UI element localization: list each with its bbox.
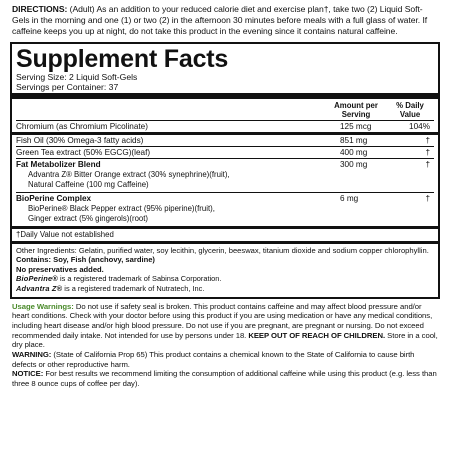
keep-out-of-reach: KEEP OUT OF REACH OF CHILDREN. (248, 330, 386, 340)
daily-value-header: % Daily Value (396, 100, 424, 119)
ingredient-amount: 851 mg (340, 135, 368, 145)
blend-sub-ingredient: Advantra Z® Bitter Orange extract (30% synephrine)(fruit), (28, 169, 230, 179)
blend-dv: † (425, 193, 430, 203)
usage-warnings (12, 302, 438, 389)
notice-text: For best results we recommend limiting the consumption of additional caffeine while using this product (e.g. less than three 8 ounce cups of coffee per day). (12, 369, 437, 388)
trademark-advantra (16, 284, 434, 294)
serving-size: Serving Size: 2 Liquid Soft-Gels (16, 71, 138, 82)
facts-row-fish-oil (16, 135, 434, 146)
bioperine-brand: BioPerine® (16, 274, 58, 284)
blend-amount: 6 mg (340, 193, 359, 203)
facts-row-chromium (16, 120, 434, 132)
trademark-text: is a registered trademark of Nutratech, Inc. (62, 283, 205, 293)
prop65-text: (State of California Prop 65) This product contains a chemical known to the State of California to cause birth defects or other reproductive harm. (12, 349, 415, 369)
supplement-facts-title: Supplement Facts (16, 44, 229, 73)
usage-warnings-text: Do not use if safety seal is broken. This product contains caffeine and may affect blood pressure and/or heart conditions. Check with your doctor before using this product if you are using medication or have any medical conditions, including heart disease and/or high blood pressure. Do not use if you are pregnant, are pregnant or nursing. Do not exceed recommended daily intake. Not intended for use by persons under 18. (12, 301, 433, 340)
directions-text (12, 4, 438, 38)
blend-amount: 300 mg (340, 159, 368, 169)
ingredient-dv: 104% (409, 121, 430, 131)
ingredient-name: Fish Oil (30% Omega-3 fatty acids) (16, 135, 144, 145)
advantra-brand: Advantra Z® (16, 283, 63, 293)
other-ingredients-text: Other Ingredients: Gelatin, purified water, soy lecithin, glycerin, beeswax, titanium dioxide and sodium copper chlorophyllin. (16, 245, 429, 255)
directions-body: (Adult) As an addition to your reduced calorie diet and exercise plan†, take two (2) Liquid Soft-Gels in the morning and one (1) or two (2) in the afternoon 30 minutes before meals with a full glass of water. If caffeine keeps you up at night, do not take this product in the evening since it contains natural caffeine. (12, 4, 428, 37)
trademark-text: is a registered trademark of Sabinsa Corporation. (57, 274, 222, 284)
ingredient-dv: † (425, 135, 430, 145)
ingredient-dv: † (425, 147, 430, 157)
no-preservatives: No preservatives added. (16, 264, 104, 274)
trademark-bioperine (16, 274, 434, 284)
amount-per-serving-header: Amount per Serving (334, 100, 378, 119)
blend-name: Fat Metabolizer Blend (16, 159, 101, 169)
servings-per-container: Servings per Container: 37 (16, 81, 119, 92)
blend-sub-ingredient: BioPerine® Black Pepper extract (95% piperine)(fruit), (28, 203, 215, 213)
ingredient-name: Green Tea extract (50% EGCG)(leaf) (16, 147, 151, 157)
blend-sub-ingredient: Ginger extract (5% gingerols)(root) (28, 214, 149, 224)
storage-text: Store in a cool, dry place. (12, 330, 438, 350)
usage-warnings-label: Usage Warnings: (12, 301, 74, 311)
blend-dv: † (425, 159, 430, 169)
facts-block-fat-metabolizer (16, 158, 434, 192)
other-ingredients-section (16, 244, 434, 297)
supplement-facts-panel (10, 42, 440, 299)
facts-block-bioperine (16, 192, 434, 226)
facts-header-row (16, 99, 434, 120)
directions-label: DIRECTIONS: (12, 4, 68, 14)
ingredient-amount: 400 mg (340, 147, 368, 157)
allergen-contains: Contains: Soy, Fish (anchovy, sardine) (16, 255, 155, 265)
blend-sub-ingredient: Natural Caffeine (100 mg Caffeine) (28, 180, 149, 190)
prop65-label: WARNING: (12, 349, 52, 359)
facts-row-green-tea (16, 146, 434, 158)
ingredient-name: Chromium (as Chromium Picolinate) (16, 121, 148, 131)
daily-value-footnote: †Daily Value not established (16, 229, 114, 239)
blend-name: BioPerine Complex (16, 193, 92, 203)
ingredient-amount: 125 mcg (340, 121, 372, 131)
notice-label: NOTICE: (12, 369, 44, 379)
